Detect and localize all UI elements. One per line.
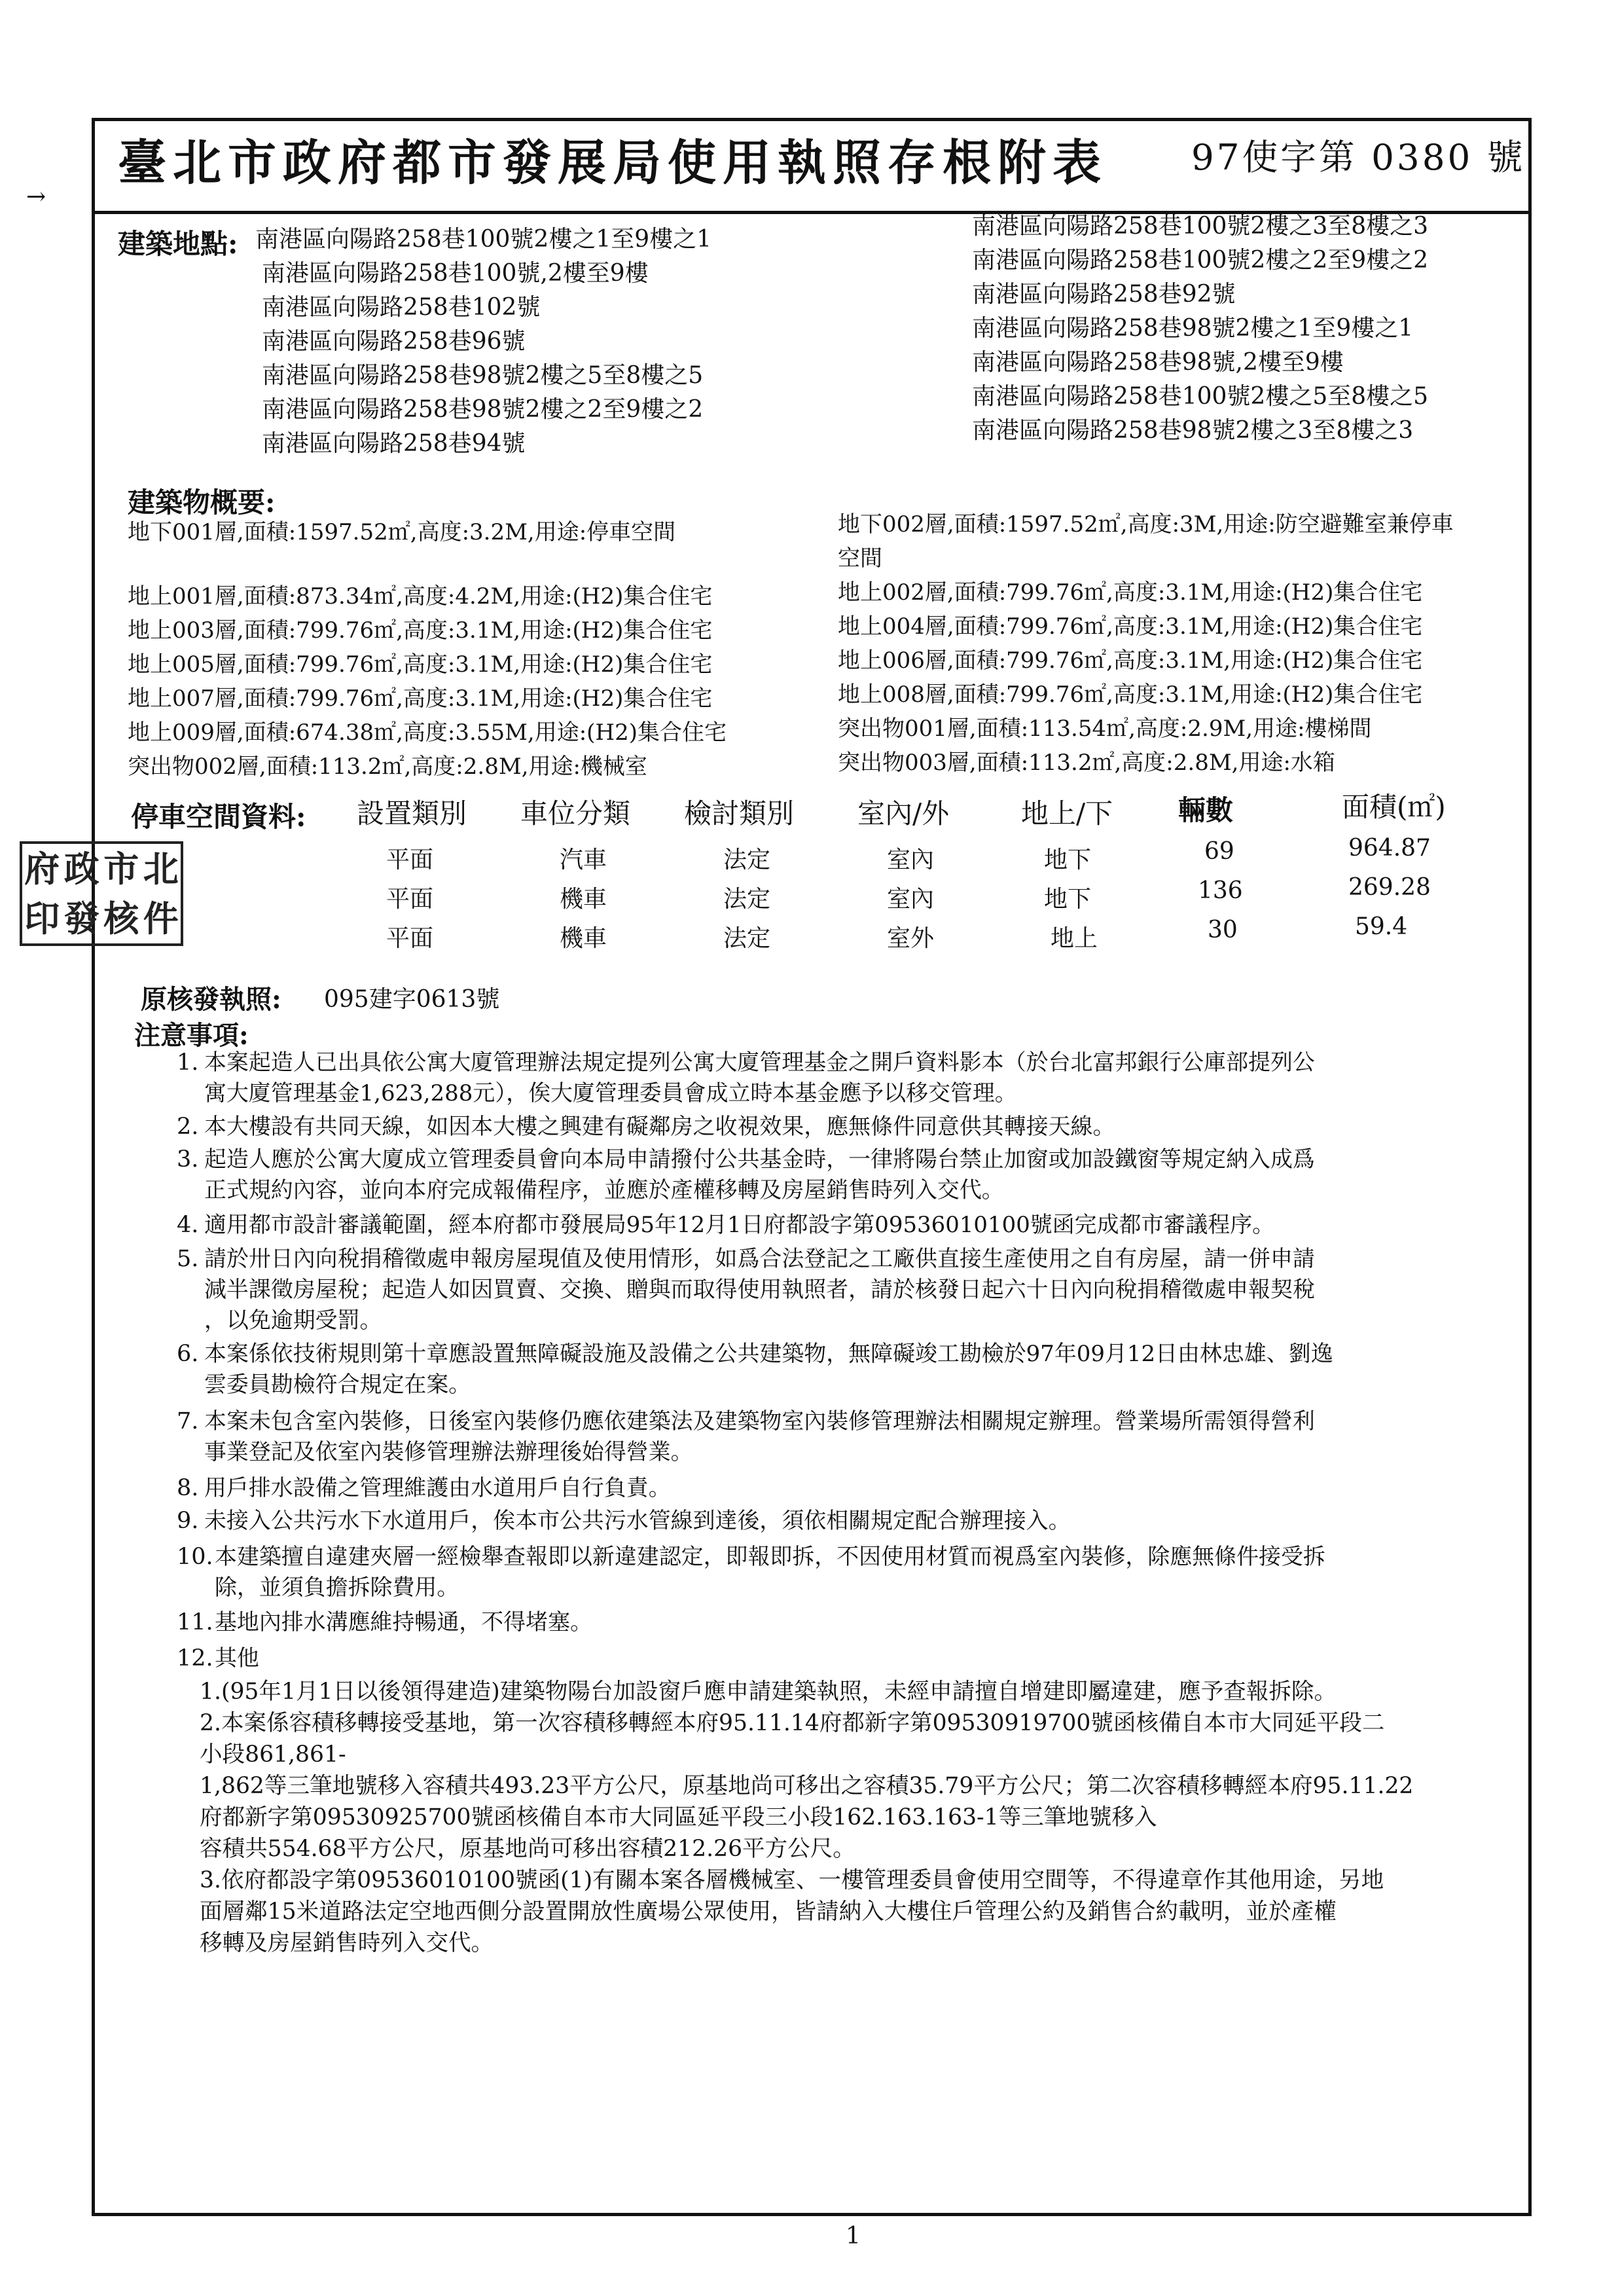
- parking-header-type: 設置類別: [357, 797, 467, 829]
- parking-cell: 269.28: [1348, 874, 1431, 901]
- parking-cell: 法定: [723, 886, 771, 913]
- site-address: 南港區向陽路258巷102號: [262, 294, 541, 321]
- original-license-value: 095建字0613號: [324, 986, 500, 1013]
- note-line: 用戶排水設備之管理維護由水道用戶自行負責。: [204, 1475, 671, 1501]
- parking-cell: 平面: [386, 925, 434, 952]
- note-line: 未接入公共污水下水道用戶，俟本市公共污水管線到達後，須依相關規定配合辦理接入。: [204, 1508, 1071, 1534]
- parking-cell: 69: [1204, 838, 1234, 865]
- site-address: 南港區向陽路258巷100號2樓之1至9樓之1: [255, 226, 712, 253]
- overview-label: 建築物概要:: [128, 486, 276, 519]
- parking-cell: 136: [1198, 877, 1243, 904]
- parking-header-area: 面積(㎡): [1342, 791, 1446, 823]
- note-number: 3.: [177, 1146, 199, 1173]
- overview-left-list: [128, 579, 727, 784]
- note-line: 寓大廈管理基金1,623,288元），俟大廈管理委員會成立時本基金應予以移交管理。: [204, 1080, 1017, 1106]
- site-address: 南港區向陽路258巷100號2樓之2至9樓之2: [972, 247, 1429, 274]
- note-number: 4.: [177, 1212, 199, 1238]
- other-note-line: 移轉及房屋銷售時列入交代。: [200, 1930, 494, 1956]
- note-line: 請於卅日內向稅捐稽徵處申報房屋現值及使用情形，如爲合法登記之工廠供直接生產使用之自有房屋，請一併申請: [204, 1246, 1315, 1272]
- floor-entry: 突出物002層,面積:113.2㎡,高度:2.8M,用途:機械室: [128, 754, 647, 780]
- parking-label: 停車空間資料:: [131, 801, 306, 833]
- note-line: 本案起造人已出具依公寓大廈管理辦法規定提列公寓大廈管理基金之開戶資料影本（於台北富邦銀行公庫部提列公: [204, 1049, 1315, 1076]
- other-note-line: 容積共554.68平方公尺，原基地尚可移出容積212.26平方公尺。: [200, 1836, 855, 1862]
- parking-cell: 室內: [887, 847, 935, 873]
- document-title: 臺北市政府都市發展局使用執照存根附表: [118, 135, 1107, 191]
- parking-cell: 汽車: [560, 847, 607, 873]
- site-address: 南港區向陽路258巷98號2樓之1至9樓之1: [972, 315, 1414, 342]
- site-address: 南港區向陽路258巷98號2樓之5至8樓之5: [262, 362, 704, 389]
- parking-cell: 法定: [723, 847, 771, 873]
- note-number: 8.: [177, 1475, 199, 1501]
- other-note-line: 府都新字第09530925700號函核備自本市大同區延平段三小段162.163.163-1等三筆地號移入: [200, 1804, 1157, 1831]
- parking-cell: 地上: [1051, 925, 1098, 952]
- note-line: 正式規約內容，並向本府完成報備程序，並應於產權移轉及房屋銷售時列入交代。: [204, 1177, 1004, 1203]
- note-number: 12.: [177, 1645, 213, 1671]
- notes-label: 注意事項:: [134, 1020, 249, 1051]
- note-line: ，以免逾期受罰。: [204, 1307, 382, 1334]
- original-license-label: 原核發執照:: [141, 984, 281, 1015]
- floor-entry: 地上009層,面積:674.38㎡,高度:3.55M,用途:(H2)集合住宅: [128, 720, 727, 746]
- note-line: 本案未包含室內裝修，日後室內裝修仍應依建築法及建築物室內裝修管理辦法相關規定辦理。營業場所需領得營利: [204, 1408, 1315, 1434]
- page-number: 1: [846, 2223, 861, 2250]
- parking-cell: 平面: [386, 847, 434, 873]
- floor-entry: 空間: [838, 545, 882, 572]
- note-number: 1.: [177, 1049, 199, 1076]
- site-address: 南港區向陽路258巷100號2樓之3至8樓之3: [972, 213, 1429, 240]
- site-left-list: [255, 223, 711, 461]
- note-line: 本大樓設有共同天線，如因本大樓之興建有礙鄰房之收視效果，應無條件同意供其轉接天線。: [204, 1114, 1115, 1140]
- margin-arrow-mark: →: [26, 183, 46, 210]
- floor-entry: 地上005層,面積:799.76㎡,高度:3.1M,用途:(H2)集合住宅: [128, 651, 713, 678]
- note-line: 適用都市設計審議範圍，經本府都市發展局95年12月1日府都設字第09536010100號函完成都市審議程序。: [204, 1212, 1275, 1238]
- note-number: 11.: [177, 1609, 213, 1635]
- parking-cell: 59.4: [1355, 913, 1408, 940]
- note-line: 減半課徵房屋稅；起造人如因買賣、交換、贈與而取得使用執照者，請於核發日起六十日內向稅捐稽徵處申報契稅: [204, 1277, 1315, 1303]
- parking-cell: 964.87: [1348, 835, 1431, 862]
- site-label: 建築地點:: [118, 228, 238, 260]
- note-number: 6.: [177, 1341, 199, 1367]
- note-number: 9.: [177, 1508, 199, 1534]
- site-address: 南港區向陽路258巷98號2樓之3至8樓之3: [972, 417, 1414, 444]
- floor-entry: 地上002層,面積:799.76㎡,高度:3.1M,用途:(H2)集合住宅: [838, 579, 1423, 606]
- note-number: 10.: [177, 1544, 213, 1570]
- parking-cell: 法定: [723, 925, 771, 952]
- parking-cell: 室外: [887, 925, 935, 952]
- parking-header-level: 地上/下: [1021, 797, 1113, 829]
- other-note-line: 小段861,861-: [200, 1741, 346, 1768]
- floor-entry: 地上007層,面積:799.76㎡,高度:3.1M,用途:(H2)集合住宅: [128, 685, 713, 712]
- other-note-line: 2.本案係容積移轉接受基地，第一次容積移轉經本府95.11.14府都新字第09530919700號函核備自本市大同延平段二: [200, 1710, 1385, 1736]
- other-notes: [200, 1676, 1528, 1959]
- note-number: 5.: [177, 1246, 199, 1272]
- note-line: 本案係依技術規則第十章應設置無障礙設施及設備之公共建築物，無障礙竣工勘檢於97年09月12日由林忠雄、劉逸: [204, 1341, 1333, 1367]
- parking-header-review: 檢討類別: [684, 797, 795, 829]
- other-note-line: 1.(95年1月1日以後領得建造)建築物陽台加設窗戶應申請建築執照，未經申請擅自增建即屬違建，應予查報拆除。: [200, 1679, 1337, 1705]
- floor-entry: 地上001層,面積:873.34㎡,高度:4.2M,用途:(H2)集合住宅: [128, 583, 713, 610]
- parking-cell: 平面: [386, 886, 434, 913]
- site-address: 南港區向陽路258巷98號2樓之2至9樓之2: [262, 396, 704, 423]
- site-address: 南港區向陽路258巷98號,2樓至9樓: [972, 349, 1344, 376]
- note-line: 除，並須負擔拆除費用。: [215, 1575, 459, 1601]
- floor-entry: 地下001層,面積:1597.52㎡,高度:3.2M,用途:停車空間: [128, 519, 676, 545]
- parking-header-class: 車位分類: [520, 797, 631, 829]
- note-line: 本建築擅自違建夾層一經檢舉查報即以新違建認定，即報即拆，不因使用材質而視爲室內裝修，除應無條件接受拆: [215, 1544, 1325, 1570]
- permit-number: 97使字第 0380 號: [1191, 136, 1526, 178]
- other-note-line: 1,862等三筆地號移入容積共493.23平方公尺，原基地尚可移出之容積35.79平方公尺；第二次容積移轉經本府95.11.22: [200, 1773, 1414, 1799]
- note-line: 其他: [215, 1645, 259, 1671]
- other-note-line: 面層鄰15米道路法定空地西側分設置開放性廣場公眾使用，皆請納入大樓住戶管理公約及銷售合約載明，並於產權: [200, 1899, 1337, 1925]
- floor-entry: 地上004層,面積:799.76㎡,高度:3.1M,用途:(H2)集合住宅: [838, 613, 1423, 640]
- note-line: 事業登記及依室內裝修管理辦法辦理後始得營業。: [204, 1439, 693, 1465]
- note-number: 2.: [177, 1114, 199, 1140]
- note-line: 基地內排水溝應維持暢通，不得堵塞。: [215, 1609, 592, 1635]
- other-note-line: 3.依府都設字第09536010100號函(1)有關本案各層機械室、一樓管理委員會使用空間等，不得違章作其他用途，另地: [200, 1867, 1384, 1893]
- site-address: 南港區向陽路258巷94號: [262, 430, 526, 457]
- floor-entry: 地上008層,面積:799.76㎡,高度:3.1M,用途:(H2)集合住宅: [838, 682, 1423, 708]
- parking-cell: 室內: [887, 886, 935, 913]
- official-seal-stamp: 府 政 市 北 印 發 核 件: [20, 841, 183, 946]
- floor-entry: 地上003層,面積:799.76㎡,高度:3.1M,用途:(H2)集合住宅: [128, 617, 713, 644]
- parking-cell: 地下: [1044, 886, 1092, 913]
- floor-entry: 突出物001層,面積:113.54㎡,高度:2.9M,用途:樓梯間: [838, 716, 1372, 742]
- floor-entry: 地上006層,面積:799.76㎡,高度:3.1M,用途:(H2)集合住宅: [838, 647, 1423, 674]
- floor-entry: 突出物003層,面積:113.2㎡,高度:2.8M,用途:水箱: [838, 750, 1335, 776]
- site-address: 南港區向陽路258巷100號,2樓至9樓: [262, 260, 649, 287]
- floor-entry: 地下002層,面積:1597.52㎡,高度:3M,用途:防空避難室兼停車: [838, 511, 1454, 538]
- parking-header-indoor: 室內/外: [857, 797, 950, 829]
- note-line: 起造人應於公寓大廈成立管理委員會向本局申請撥付公共基金時，一律將陽台禁止加窗或加設鐵窗等規定納入成爲: [204, 1146, 1315, 1173]
- overview-right-list: [838, 507, 1454, 780]
- parking-cell: 機車: [560, 925, 607, 952]
- note-number: 7.: [177, 1408, 199, 1434]
- parking-header-count: 輛數: [1178, 794, 1234, 826]
- site-address: 南港區向陽路258巷92號: [972, 281, 1236, 308]
- site-right-list: [972, 210, 1428, 448]
- site-address: 南港區向陽路258巷100號2樓之5至8樓之5: [972, 383, 1429, 410]
- site-address: 南港區向陽路258巷96號: [262, 328, 526, 355]
- note-line: 雲委員勘檢符合規定在案。: [204, 1372, 471, 1398]
- parking-cell: 機車: [560, 886, 607, 913]
- parking-cell: 30: [1208, 917, 1238, 943]
- parking-cell: 地下: [1044, 847, 1092, 873]
